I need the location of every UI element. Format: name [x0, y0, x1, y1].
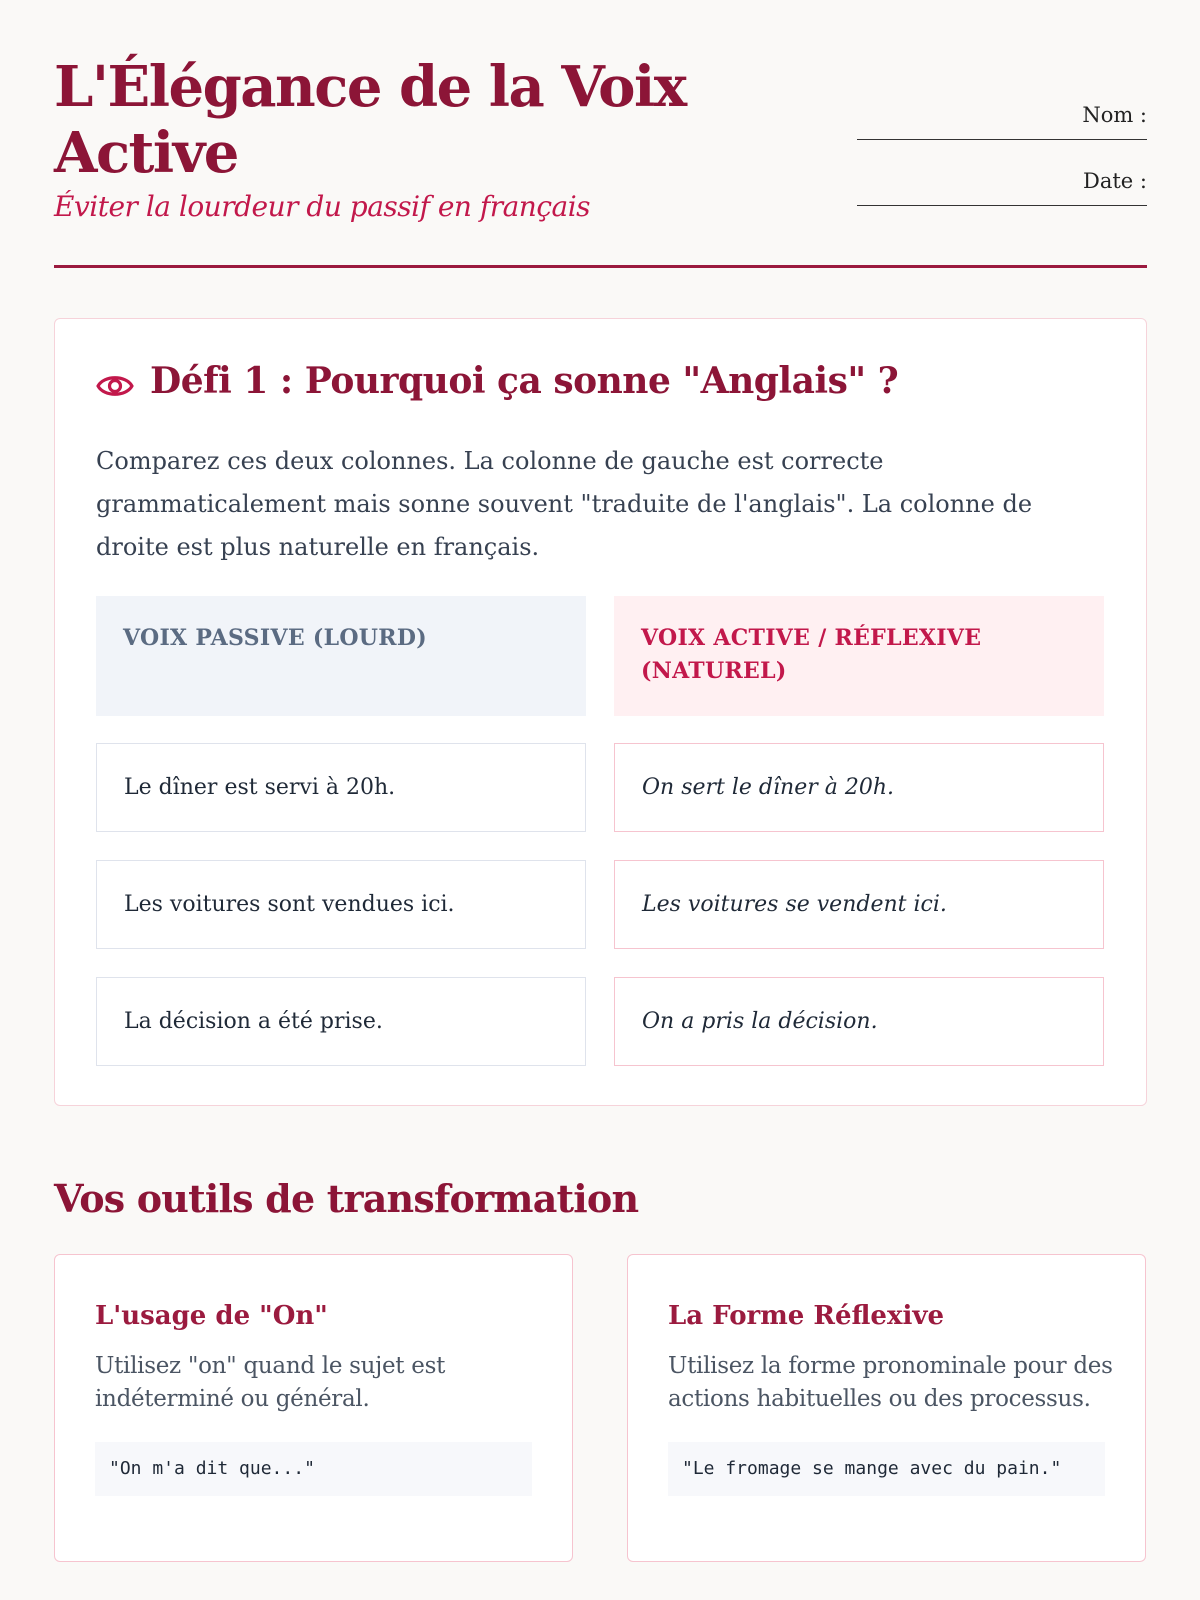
page-subtitle: Éviter la lourdeur du passif en français	[54, 190, 591, 223]
tool-example: "Le fromage se mange avec du pain."	[668, 1442, 1105, 1496]
worksheet	[54, 0, 1147, 1479]
tool-description: Utilisez "on" quand le sujet est indéterminé ou général.	[95, 1353, 446, 1412]
active-example: On a pris la décision.	[614, 977, 1104, 1066]
challenge-title: Défi 1 : Pourquoi ça sonne "Anglais" ?	[150, 360, 899, 402]
passive-column-header: VOIX PASSIVE (LOURD)	[96, 596, 586, 716]
tool-description: Utilisez la forme pronominale pour des actions habituelles ou des processus.	[668, 1353, 1113, 1412]
name-line	[857, 139, 1147, 140]
passive-example: Le dîner est servi à 20h.	[96, 743, 586, 832]
student-info	[857, 100, 1147, 232]
active-column-header: VOIX ACTIVE / RÉFLEXIVE (NATUREL)	[614, 596, 1104, 716]
date-line	[857, 205, 1147, 206]
page-title: L'Élégance de la Voix Active	[54, 54, 686, 186]
passive-example: Les voitures sont vendues ici.	[96, 860, 586, 949]
name-label: Nom :	[1082, 103, 1147, 127]
tool-example: "On m'a dit que..."	[95, 1442, 532, 1496]
challenge-intro: Comparez ces deux colonnes. La colonne de gauche est correcte grammaticalement mais sonne souvent "traduite de l'anglais". La colonne de droite est plus naturelle en français.	[96, 447, 1033, 561]
tool-card-reflexive	[627, 1254, 1146, 1562]
eye-icon	[96, 371, 134, 401]
header	[54, 0, 1147, 268]
tool-title: La Forme Réflexive	[668, 1301, 944, 1331]
passive-example: La décision a été prise.	[96, 977, 586, 1066]
tool-title: L'usage de "On"	[95, 1301, 328, 1331]
active-example: On sert le dîner à 20h.	[614, 743, 1104, 832]
active-example: Les voitures se vendent ici.	[614, 860, 1104, 949]
tool-card-on	[54, 1254, 573, 1562]
tools-section-title: Vos outils de transformation	[54, 1176, 639, 1221]
date-label: Date :	[1083, 169, 1147, 193]
